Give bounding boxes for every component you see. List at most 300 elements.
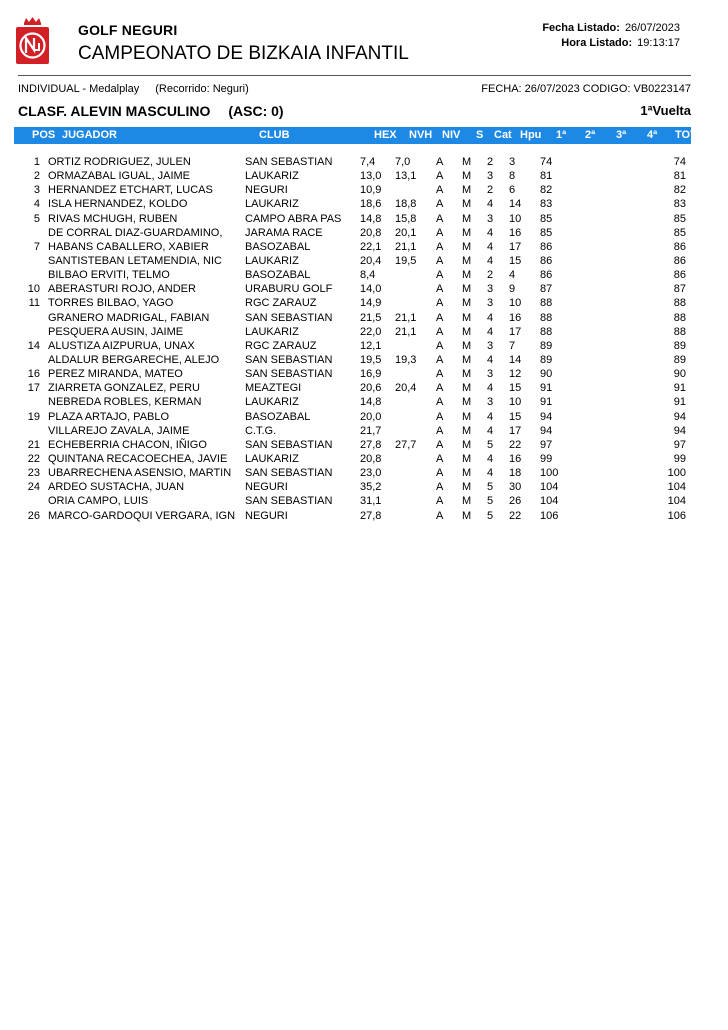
cell-hex: 23,0	[360, 467, 382, 480]
cell-total: 88	[673, 311, 686, 324]
cell-niv: A	[436, 240, 444, 253]
club-logo-icon	[14, 16, 51, 66]
cell-s: M	[462, 438, 472, 451]
cell-cat: 4	[487, 226, 494, 239]
classification-asc: (ASC: 0)	[228, 103, 284, 119]
cell-player: NEBREDA ROBLES, KERMAN	[48, 396, 202, 409]
cell-club: SAN SEBASTIAN	[245, 495, 333, 508]
cell-hpu: 10	[509, 396, 522, 409]
cell-pos: 4	[33, 198, 40, 211]
cell-player: ZIARRETA GONZALEZ, PERU	[48, 382, 200, 395]
cell-club: BASOZABAL	[245, 410, 311, 423]
cell-cat: 4	[487, 311, 494, 324]
col-total: TOT	[675, 129, 697, 141]
cell-total: 104	[667, 481, 686, 494]
cell-pos: 5	[33, 212, 40, 225]
cell-niv: A	[436, 353, 444, 366]
list-time-label: Hora Listado:	[561, 37, 633, 49]
table-row	[0, 226, 728, 240]
cell-round-1: 85	[540, 212, 553, 225]
cell-total: 91	[673, 396, 686, 409]
cell-pos: 7	[33, 240, 40, 253]
cell-total: 89	[673, 353, 686, 366]
cell-s: M	[462, 509, 472, 522]
cell-niv: A	[436, 382, 444, 395]
cell-s: M	[462, 481, 472, 494]
cell-club: SAN SEBASTIAN	[245, 467, 333, 480]
competition-course: (Recorrido: Neguri)	[155, 83, 249, 95]
header-divider	[18, 75, 691, 76]
cell-hpu: 16	[509, 311, 522, 324]
cell-club: SAN SEBASTIAN	[245, 311, 333, 324]
cell-cat: 3	[487, 339, 494, 352]
cell-club: C.T.G.	[245, 424, 277, 437]
table-row	[0, 410, 728, 424]
cell-total: 82	[673, 184, 686, 197]
cell-hex: 21,7	[360, 424, 382, 437]
cell-cat: 4	[487, 410, 494, 423]
cell-niv: A	[436, 339, 444, 352]
col-round-4: 4ª	[647, 129, 658, 141]
cell-pos: 23	[27, 467, 40, 480]
table-row	[0, 424, 728, 438]
cell-pos: 3	[33, 184, 40, 197]
cell-hpu: 10	[509, 212, 522, 225]
cell-niv: A	[436, 495, 444, 508]
cell-niv: A	[436, 156, 444, 168]
cell-s: M	[462, 226, 472, 239]
cell-s: M	[462, 156, 472, 168]
cell-niv: A	[436, 254, 444, 267]
cell-cat: 4	[487, 382, 494, 395]
cell-s: M	[462, 240, 472, 253]
cell-pos: 21	[27, 438, 40, 451]
cell-hex: 20,4	[360, 254, 382, 267]
cell-nvh: 15,8	[395, 212, 417, 225]
cell-hex: 27,8	[360, 438, 382, 451]
cell-niv: A	[436, 325, 444, 338]
cell-cat: 4	[487, 424, 494, 437]
col-hex: HEX	[374, 129, 397, 141]
cell-niv: A	[436, 297, 444, 310]
cell-hpu: 22	[509, 509, 522, 522]
cell-pos: 19	[27, 410, 40, 423]
cell-niv: A	[436, 269, 444, 282]
cell-player: DE CORRAL DIAZ-GUARDAMINO,	[48, 226, 223, 239]
cell-total: 88	[673, 325, 686, 338]
cell-player: ALUSTIZA AIZPURUA, UNAX	[48, 339, 195, 352]
cell-hpu: 12	[509, 368, 522, 381]
table-row	[0, 155, 728, 169]
cell-round-1: 91	[540, 382, 553, 395]
cell-nvh: 21,1	[395, 325, 417, 338]
cell-round-1: 85	[540, 226, 553, 239]
cell-hex: 22,1	[360, 240, 382, 253]
cell-niv: A	[436, 184, 444, 197]
cell-club: LAUKARIZ	[245, 254, 299, 267]
cell-pos: 22	[27, 452, 40, 465]
cell-total: 91	[673, 382, 686, 395]
cell-club: NEGURI	[245, 509, 288, 522]
cell-pos: 14	[27, 339, 40, 352]
table-row	[0, 339, 728, 353]
cell-player: ISLA HERNANDEZ, KOLDO	[48, 198, 188, 211]
cell-nvh: 19,5	[395, 254, 417, 267]
cell-hpu: 7	[509, 339, 516, 352]
cell-hpu: 4	[509, 269, 516, 282]
classification-name: CLASF. ALEVIN MASCULINO	[18, 103, 211, 119]
cell-cat: 3	[487, 368, 494, 381]
cell-pos: 2	[33, 170, 40, 183]
cell-pos: 16	[27, 368, 40, 381]
cell-hpu: 14	[509, 198, 522, 211]
cell-niv: A	[436, 396, 444, 409]
cell-club: NEGURI	[245, 481, 288, 494]
cell-round-1: 88	[540, 325, 553, 338]
cell-hex: 20,0	[360, 410, 382, 423]
cell-s: M	[462, 311, 472, 324]
table-row	[0, 240, 728, 254]
cell-hpu: 30	[509, 481, 522, 494]
cell-total: 87	[673, 283, 686, 296]
cell-club: BASOZABAL	[245, 240, 311, 253]
cell-club: LAUKARIZ	[245, 198, 299, 211]
cell-hex: 14,0	[360, 283, 382, 296]
cell-hex: 19,5	[360, 353, 382, 366]
cell-round-1: 89	[540, 339, 553, 352]
cell-hex: 10,9	[360, 184, 382, 197]
cell-cat: 5	[487, 481, 494, 494]
cell-cat: 3	[487, 297, 494, 310]
cell-pos: 10	[27, 283, 40, 296]
cell-club: LAUKARIZ	[245, 452, 299, 465]
table-row	[0, 311, 728, 325]
list-date	[542, 22, 680, 34]
club-name: GOLF NEGURI	[78, 22, 178, 38]
cell-round-1: 91	[540, 396, 553, 409]
col-club: CLUB	[259, 129, 290, 141]
cell-niv: A	[436, 467, 444, 480]
cell-hpu: 14	[509, 353, 522, 366]
cell-hpu: 16	[509, 226, 522, 239]
cell-niv: A	[436, 212, 444, 225]
cell-hpu: 15	[509, 382, 522, 395]
cell-nvh: 20,4	[395, 382, 417, 395]
cell-round-1: 88	[540, 297, 553, 310]
cell-player: HABANS CABALLERO, XABIER	[48, 240, 209, 253]
cell-s: M	[462, 382, 472, 395]
cell-s: M	[462, 396, 472, 409]
cell-club: CAMPO ABRA PAS	[245, 212, 342, 225]
cell-total: 85	[673, 226, 686, 239]
cell-niv: A	[436, 170, 444, 183]
col-nvh: NVH	[409, 129, 433, 141]
cell-niv: A	[436, 226, 444, 239]
cell-cat: 2	[487, 184, 494, 197]
cell-cat: 2	[487, 156, 494, 168]
table-row	[0, 353, 728, 367]
cell-hex: 7,4	[360, 156, 376, 168]
table-row	[0, 325, 728, 339]
col-niv: NIV	[442, 129, 461, 141]
cell-round-1: 86	[540, 254, 553, 267]
cell-player: MARCO-GARDOQUI VERGARA, IGN	[48, 509, 236, 522]
cell-cat: 4	[487, 198, 494, 211]
cell-nvh: 18,8	[395, 198, 417, 211]
cell-total: 83	[673, 198, 686, 211]
cell-cat: 5	[487, 509, 494, 522]
cell-total: 97	[673, 438, 686, 451]
cell-niv: A	[436, 452, 444, 465]
cell-player: TORRES BILBAO, YAGO	[48, 297, 174, 310]
cell-round-1: 83	[540, 198, 553, 211]
cell-round-1: 97	[540, 438, 553, 451]
cell-round-1: 87	[540, 283, 553, 296]
cell-hex: 8,4	[360, 269, 376, 282]
cell-nvh: 13,1	[395, 170, 417, 183]
cell-total: 88	[673, 297, 686, 310]
cell-hpu: 15	[509, 410, 522, 423]
cell-nvh: 21,1	[395, 240, 417, 253]
cell-hpu: 6	[509, 184, 516, 197]
cell-cat: 4	[487, 254, 494, 267]
cell-total: 74	[673, 156, 686, 168]
competition-mode: INDIVIDUAL - Medalplay	[18, 83, 140, 95]
cell-s: M	[462, 424, 472, 437]
col-pos: POS	[32, 129, 56, 141]
cell-round-1: 82	[540, 184, 553, 197]
cell-hpu: 10	[509, 297, 522, 310]
cell-cat: 4	[487, 325, 494, 338]
cell-s: M	[462, 184, 472, 197]
list-date-value: 26/07/2023	[624, 22, 680, 34]
cell-hex: 16,9	[360, 368, 382, 381]
cell-club: SAN SEBASTIAN	[245, 368, 333, 381]
cell-club: LAUKARIZ	[245, 325, 299, 338]
cell-niv: A	[436, 438, 444, 451]
cell-hpu: 9	[509, 283, 516, 296]
cell-player: ARDEO SUSTACHA, JUAN	[48, 481, 185, 494]
table-row	[0, 494, 728, 508]
cell-hex: 12,1	[360, 339, 382, 352]
cell-s: M	[462, 297, 472, 310]
cell-hex: 20,6	[360, 382, 382, 395]
table-row	[0, 381, 728, 395]
cell-cat: 3	[487, 283, 494, 296]
cell-cat: 4	[487, 240, 494, 253]
cell-s: M	[462, 212, 472, 225]
cell-total: 81	[673, 170, 686, 183]
cell-total: 106	[667, 509, 686, 522]
table-row	[0, 169, 728, 183]
cell-niv: A	[436, 481, 444, 494]
cell-player: GRANERO MADRIGAL, FABIAN	[48, 311, 210, 324]
cell-cat: 4	[487, 353, 494, 366]
cell-round-1: 99	[540, 452, 553, 465]
cell-club: SAN SEBASTIAN	[245, 353, 333, 366]
cell-pos: 17	[27, 382, 40, 395]
cell-hex: 13,0	[360, 170, 382, 183]
cell-pos: 11	[28, 297, 40, 310]
table-header	[14, 127, 697, 144]
cell-club: SAN SEBASTIAN	[245, 438, 333, 451]
table-row	[0, 197, 728, 211]
cell-club: JARAMA RACE	[245, 226, 323, 239]
table-row	[0, 296, 728, 310]
cell-cat: 4	[487, 467, 494, 480]
cell-hex: 35,2	[360, 481, 382, 494]
cell-total: 104	[667, 495, 686, 508]
cell-hex: 20,8	[360, 452, 382, 465]
date-code: FECHA: 26/07/2023 CODIGO: VB0223147	[481, 83, 691, 95]
cell-s: M	[462, 170, 472, 183]
cell-pos: 1	[33, 156, 40, 168]
cell-player: SANTISTEBAN LETAMENDIA, NIC	[48, 254, 222, 267]
cell-club: MEAZTEGI	[245, 382, 302, 395]
cell-s: M	[462, 368, 472, 381]
table-row	[0, 452, 728, 466]
cell-s: M	[462, 495, 472, 508]
cell-total: 100	[667, 467, 686, 480]
cell-niv: A	[436, 283, 444, 296]
cell-pos: 24	[27, 481, 40, 494]
cell-player: QUINTANA RECACOECHEA, JAVIE	[48, 452, 228, 465]
cell-round-1: 94	[540, 424, 553, 437]
cell-total: 86	[673, 254, 686, 267]
cell-round-1: 88	[540, 311, 553, 324]
cell-hpu: 18	[509, 467, 522, 480]
table-row	[0, 212, 728, 226]
cell-cat: 3	[487, 212, 494, 225]
cell-hpu: 3	[509, 156, 516, 168]
cell-player: BILBAO ERVITI, TELMO	[48, 269, 170, 282]
table-row	[0, 254, 728, 268]
cell-player: HERNANDEZ ETCHART, LUCAS	[48, 184, 213, 197]
cell-player: PESQUERA AUSIN, JAIME	[48, 325, 184, 338]
cell-nvh: 19,3	[395, 353, 417, 366]
cell-hpu: 17	[509, 240, 522, 253]
cell-niv: A	[436, 198, 444, 211]
col-cat: Cat	[494, 129, 512, 141]
cell-hpu: 15	[509, 254, 522, 267]
cell-player: ORMAZABAL IGUAL, JAIME	[48, 170, 191, 183]
cell-player: ALDALUR BERGARECHE, ALEJO	[48, 353, 220, 366]
cell-club: RGC ZARAUZ	[245, 297, 317, 310]
col-round-3: 3ª	[616, 129, 627, 141]
col-s: S	[476, 129, 484, 141]
cell-hpu: 26	[509, 495, 522, 508]
table-row	[0, 466, 728, 480]
cell-total: 86	[673, 269, 686, 282]
cell-s: M	[462, 269, 472, 282]
cell-s: M	[462, 467, 472, 480]
cell-round-1: 86	[540, 240, 553, 253]
table-row	[0, 268, 728, 282]
cell-club: URABURU GOLF	[245, 283, 333, 296]
cell-pos: 26	[27, 509, 40, 522]
cell-nvh: 7,0	[395, 156, 411, 168]
cell-total: 90	[673, 368, 686, 381]
cell-round-1: 89	[540, 353, 553, 366]
col-hpu: Hpu	[520, 129, 542, 141]
cell-player: PLAZA ARTAJO, PABLO	[48, 410, 170, 423]
cell-niv: A	[436, 424, 444, 437]
list-time	[561, 37, 680, 49]
round-label: 1ªVuelta	[640, 103, 691, 118]
col-player: JUGADOR	[62, 129, 118, 141]
cell-niv: A	[436, 311, 444, 324]
cell-nvh: 27,7	[395, 438, 417, 451]
cell-total: 86	[673, 240, 686, 253]
cell-niv: A	[436, 410, 444, 423]
cell-round-1: 81	[540, 170, 553, 183]
cell-player: UBARRECHENA ASENSIO, MARTIN	[48, 467, 232, 480]
cell-hex: 18,6	[360, 198, 382, 211]
cell-hex: 20,8	[360, 226, 382, 239]
cell-round-1: 74	[540, 156, 553, 168]
cell-club: BASOZABAL	[245, 269, 311, 282]
cell-round-1: 90	[540, 368, 553, 381]
table-row	[0, 509, 728, 523]
cell-nvh: 21,1	[395, 311, 417, 324]
cell-hpu: 8	[509, 170, 516, 183]
cell-club: LAUKARIZ	[245, 170, 299, 183]
cell-player: ORIA CAMPO, LUIS	[48, 495, 149, 508]
cell-player: VILLAREJO ZAVALA, JAIME	[48, 424, 190, 437]
cell-round-1: 104	[540, 495, 559, 508]
list-time-value: 19:13:17	[637, 37, 680, 49]
cell-total: 89	[673, 339, 686, 352]
cell-hpu: 22	[509, 438, 522, 451]
cell-cat: 4	[487, 452, 494, 465]
list-date-label: Fecha Listado:	[542, 22, 620, 34]
cell-total: 94	[673, 410, 686, 423]
table-row	[0, 438, 728, 452]
table-row	[0, 183, 728, 197]
competition-info	[18, 83, 249, 95]
cell-player: ABERASTURI ROJO, ANDER	[48, 283, 196, 296]
cell-player: PEREZ MIRANDA, MATEO	[48, 368, 183, 381]
cell-club: SAN SEBASTIAN	[245, 156, 333, 168]
cell-cat: 5	[487, 495, 494, 508]
cell-s: M	[462, 353, 472, 366]
cell-s: M	[462, 452, 472, 465]
col-round-2: 2ª	[585, 129, 596, 141]
cell-hex: 21,5	[360, 311, 382, 324]
table-row	[0, 480, 728, 494]
cell-s: M	[462, 339, 472, 352]
cell-niv: A	[436, 368, 444, 381]
cell-hex: 14,9	[360, 297, 382, 310]
cell-cat: 5	[487, 438, 494, 451]
cell-hpu: 17	[509, 424, 522, 437]
event-title: CAMPEONATO DE BIZKAIA INFANTIL	[78, 43, 409, 64]
cell-s: M	[462, 325, 472, 338]
cell-s: M	[462, 254, 472, 267]
cell-hex: 14,8	[360, 396, 382, 409]
table-row	[0, 282, 728, 296]
cell-round-1: 100	[540, 467, 559, 480]
cell-club: NEGURI	[245, 184, 288, 197]
cell-cat: 2	[487, 269, 494, 282]
cell-club: LAUKARIZ	[245, 396, 299, 409]
cell-cat: 3	[487, 170, 494, 183]
cell-player: ECHEBERRIA CHACON, IÑIGO	[48, 438, 207, 451]
results-table	[0, 155, 728, 523]
cell-round-1: 94	[540, 410, 553, 423]
col-round-1: 1ª	[556, 129, 567, 141]
cell-round-1: 104	[540, 481, 559, 494]
